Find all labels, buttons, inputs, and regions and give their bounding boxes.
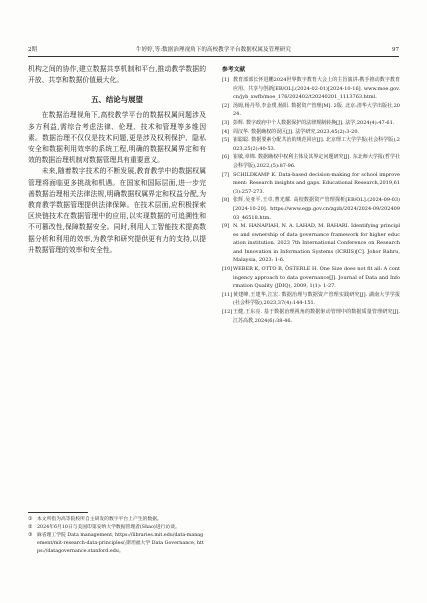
reference-text: 彭辉. 数字政府中个人数据保护的法律规制转换[J]. 法学,2024(4):47-61.: [233, 119, 395, 126]
references-column: [222, 64, 400, 325]
footnote-marker: ③: [28, 533, 33, 538]
footnote-item: [28, 516, 206, 524]
reference-number: [10]: [222, 266, 233, 273]
reference-item: [222, 128, 400, 137]
footnote-text: 2024年6月10日与美国印第安纳大学数据管理者(Shao)进行访谈。: [37, 525, 180, 530]
reference-number: [11]: [222, 291, 233, 298]
footnote-text: 本文所指为高等院校所自主研发的数字平台上产生的数据。: [37, 517, 162, 522]
footnote-divider: [28, 512, 88, 513]
reference-number: [6]: [222, 154, 230, 161]
page-number: 97: [392, 47, 399, 53]
footnote-marker: ①: [28, 517, 33, 522]
intro-paragraph: 机构之间的协作,建立数据共享机制和平台,推动教学数据的开放、共享和数据价值最大化。: [28, 65, 206, 85]
footnote-list: [28, 516, 206, 556]
left-column: [28, 64, 206, 256]
reference-text: 黄建峰,王建华,江宏. 数据治理与数据资产管理实践研究[J]. 湖南大学学报(社会科学版),2023,37(4):144-151.: [233, 291, 400, 307]
reference-text: SCHILDKAMP K. Data-based decision-making for school improvement: Research insights and gaps. Educational Research,2019,61(3):257-273.: [233, 171, 400, 195]
references-title: 参考文献: [222, 67, 246, 73]
footnote-item: [28, 532, 206, 556]
reference-text: 崔聪聪. 数据要素分配共治的规范回应[J]. 北京理工大学学报(社会科学版),2023,25(2):40-53.: [233, 137, 400, 152]
footnote-marker: ②: [28, 525, 33, 530]
reference-item: [222, 102, 400, 119]
reference-text: 汤姆,杨丹琴,李金璞,杨阳. 数据资产管理[M]. 2版. 北京:清华大学出版社,2024.: [233, 102, 400, 118]
reference-item: [222, 291, 400, 308]
reference-item: [222, 136, 400, 153]
reference-item: [222, 76, 400, 102]
reference-number: [4]: [222, 128, 230, 135]
reference-number: [5]: [222, 137, 230, 144]
footnote-text: 麻省理工学院 Data management, https://libraries.mit.edu/data-management/mit-research-data-principles/;斯坦福大学 Data Governance, https://datagovernance.stanford.edu。: [37, 533, 204, 554]
reference-text: 王健,王东亮. 基于数据治理视角的数据驱动管理中的数据质量管理研究[J]. 江苏高教,2024(6):38-46.: [233, 309, 400, 324]
reference-text: WEBER K, OTTO B, ÖSTERLE H. One Size does not fit all: A contingency approach to data governance[J]. Journal of Data and Information Quality (JDIQ), 2009, 1(1): 1-27.: [233, 266, 400, 290]
reference-text: 教育部部长怀进鹏2024世界数字教育大会上的主旨演讲:携手推动数字教育应用、共享与创新[EB/OL].(2024-02-01)[2024-10-16]. www.moe.gov.cn/jyb_xwfb/moe_176/202402/t20240201_1113763.html.: [233, 77, 400, 101]
footnotes: [28, 512, 206, 556]
reference-number: [7]: [222, 171, 230, 178]
running-header: [28, 44, 399, 57]
reference-number: [3]: [222, 119, 230, 126]
reference-item: [222, 153, 400, 170]
reference-item: [222, 196, 400, 222]
reference-item: [222, 265, 400, 291]
reference-text: 张辉,吴亚平,王卓,曹光耀. 高校数据资产管理探析[EB/OL].(2024-09-03)[2024-10-20]. https://www.egp.gov.cn/zgzb/2024/2024-09/20240903_46518.htm.: [233, 197, 400, 221]
reference-number: [2]: [222, 102, 230, 109]
reference-text: 周汉华. 数据确权的误区[J]. 法学研究,2023,45(2):3-20.: [233, 128, 360, 135]
conclusion-paragraph-2: 未来,随着数字技术的不断发展,教育教学中的数据权属管理将面临更多挑战和机遇。在国家和国际层面,进一步完善数据治理相关法律法规,明确数据权属界定和权益分配,为教育教学数据管理提供法律保障。在技术层面,应积极探索区块链技术在数据管理中的应用,以实现数据的可追溯性和不可篡改性,保障数据安全。同时,利用人工智能技术提高数据分析和利用的效率,为教学和研究提供更有力的支持,以提升数据管理的效率和安全性。: [28, 167, 206, 254]
footnote-item: [28, 524, 206, 532]
reference-number: [12]: [222, 309, 233, 316]
reference-number: [9]: [222, 223, 230, 230]
reference-list: [222, 76, 400, 325]
running-title: 牛婷婷,等:数据治理视角下的高校教学平台数据权属及管理研究: [135, 47, 291, 53]
section-heading: 五、结论与展望: [91, 95, 143, 105]
issue-number: 2期: [28, 47, 37, 53]
reference-number: [1]: [222, 77, 230, 83]
reference-text: 崔敏,章锦. 数据确权中权利主体及其界定问题研究[J]. 东北师大学报(哲学社会科学版),2022,(5):87-96.: [233, 154, 400, 169]
reference-item: [222, 119, 400, 128]
reference-item: [222, 308, 400, 325]
reference-number: [8]: [222, 197, 230, 204]
conclusion-paragraph-1: 在数据治理视角下,高校教学平台的数据权属问题涉及多方利益,需综合考虑法律、伦理、技术和管理等多维因素。数据治理不仅仅是技术问题,更是涉及权利保护、隐私安全和数据利用效率的系统工程,明确的数据权属界定和有效的数据治理机制对数据管理具有重要意义。: [28, 111, 206, 165]
reference-item: [222, 171, 400, 197]
reference-item: [222, 222, 400, 265]
reference-text: N. M. HANAPIAH, N. A. LAHAD, M. BAHARI. Identifying principles and ownership of data governance framework for higher education institution. 2023 7th International Conference on Research and Innovation in Information Systems (ICRIIS)[C]. Johor Bahru, Malaysia, 2023: 1-6.: [233, 223, 400, 264]
